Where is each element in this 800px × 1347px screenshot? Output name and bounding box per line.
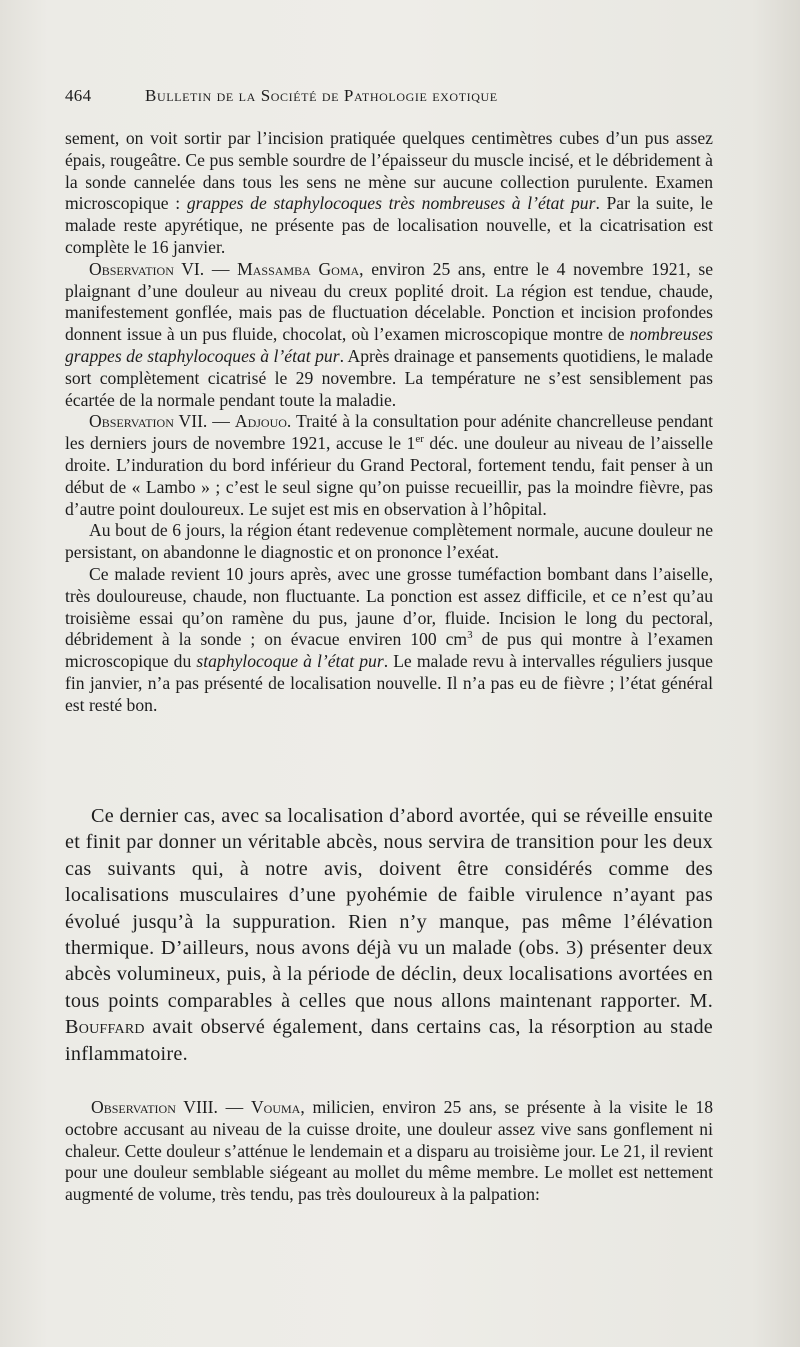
italic-run: staphylocoque à l’état pur — [196, 651, 384, 672]
text-run: . Après drainage et pansements quotidiens, le malade sort complètement cicatrisé le 29 novembre. La température ne s’est sensiblement pas écartée de la normale pendant toute la maladie. — [65, 345, 713, 410]
text-run: de pus qui montre à l’examen microscopique du — [65, 629, 714, 672]
dash: — — [204, 258, 238, 279]
paragraph-continuation — [65, 128, 713, 259]
observation-7 — [65, 411, 713, 520]
dash: — — [217, 1097, 251, 1117]
superscript: er — [415, 433, 424, 446]
observation-8-block — [65, 1097, 713, 1206]
dash: — — [207, 411, 235, 432]
superscript: 3 — [467, 629, 473, 642]
patient-name: Vouma — [250, 1097, 301, 1117]
observation-label: Observation VI. — [89, 258, 205, 279]
observation-label: Observation VIII. — [91, 1097, 218, 1117]
patient-name: Massamba Goma — [237, 258, 360, 279]
text-run: Ce dernier cas, avec sa localisation d’abord avortée, qui se réveille ensuite et finit par donner un véritable abcès, nous servira de transition pour les deux cas suivants qui, à notre avis, doivent être considérés comme des localisations musculaires d’une pyohémie de faible virulence n’ayant pas évolué jusqu’à la suppuration. Rien n’y manque, pas même l’élévation thermique. D’ailleurs, nous avons déjà vu un malade (obs. 3) présenter deux abcès volumineux, puis, à la période de déclin, deux localisations avortées en tous points comparables à celles que nous allons maintenant rapporter. M. — [65, 805, 713, 1012]
paragraph — [65, 564, 713, 717]
text-run: déc. une douleur au niveau de l’aisselle droite. L’induration du bord inférieur du Grand Pectoral, fortement tendu, fait penser à un début de « Lambo » ; c’est le seul signe qu’on puisse recueillir, pas la moindre fièvre, pas d’autre point douloureux. Le sujet est mis en observation à l’hôpital. — [65, 433, 714, 519]
text-run: avait observé également, dans certains cas, la résorption au stade inflammatoire. — [65, 1016, 713, 1065]
text-run: , milicien, environ 25 ans, se présente à la visite le 18 octobre accusant au niveau de la cuisse droite, une douleur assez vive sans gonflement ni chaleur. Cette douleur s’atténue le lendemain et a disparu au troisième jour. Le 21, il revient pour une douleur semblable siégeant au mollet du même membre. Le mollet est nettement augmenté de volume, très tendu, pas très douloureux à la palpation: — [65, 1097, 713, 1205]
page-number: 464 — [65, 86, 92, 105]
italic-run: grappes de staphylocoques très nombreuses à l’état pur — [186, 193, 596, 214]
running-title: Bulletin de la Société de Pathologie exotique — [145, 86, 498, 105]
patient-name: Adjouo — [234, 411, 287, 432]
running-header — [65, 86, 720, 106]
observation-6 — [65, 259, 713, 412]
discussion-paragraph — [65, 803, 713, 1067]
text-run: , environ 25 ans, entre le 4 novembre 1921, se plaignant d’une douleur au niveau du creux poplité droit. La région est tendue, chaude, manifestement gonflée, mais pas de fluctuation décelable. Ponction et incision profondes donnent issue à un pus fluide, chocolat, où l’examen microscopique montre de — [65, 258, 714, 345]
text-run: Ce malade revient 10 jours après, avec une grosse tuméfaction bombant dans l’aiselle, très douloureuse, chaude, non fluctuante. La ponction est assez difficile, et ce n’est qu’au troisième essai qu’on ramène du pus, jaune d’or, fluide. Incision le long du pectoral, débridement à la sonde ; on évacue enviren 100 cm — [65, 563, 713, 650]
text-run: sement, on voit sortir par l’incision pratiquée quelques centimètres cubes d’un pus assez épais, rougeâtre. Ce pus semble sourdre de l’épaisseur du muscle incisé, et le débridement à la sonde cannelée dans tous les sens ne mène sur aucune collection purulente. Examen microscopique : — [65, 128, 713, 214]
paragraph: Au bout de 6 jours, la région étant redevenue complètement normale, aucune douleur ne persistant, on abandonne le diagnostic et on prononce l’exéat. — [65, 520, 713, 563]
author-name: Bouffard — [65, 1016, 145, 1039]
main-text-block — [65, 128, 713, 717]
observation-label: Observation VII. — [89, 411, 208, 432]
text-run: . Le malade revu à intervalles réguliers jusque fin janvier, n’a pas présenté de localisation nouvelle. Il n’a pas eu de fièvre ; l’état général est resté bon. — [65, 651, 713, 715]
discussion-block — [65, 803, 713, 1067]
text-run: . Traité à la consultation pour adénite chancrelleuse pendant les derniers jours de novembre 1921, accuse le 1 — [65, 411, 714, 454]
italic-run: nombreuses grappes de staphylocoques à l’état pur — [65, 324, 713, 366]
observation-8 — [65, 1097, 713, 1206]
text-run: . Par la suite, le malade reste apyrétique, ne présente pas de localisation nouvelle, et la cicatrisation est complète le 16 janvier. — [65, 193, 713, 257]
